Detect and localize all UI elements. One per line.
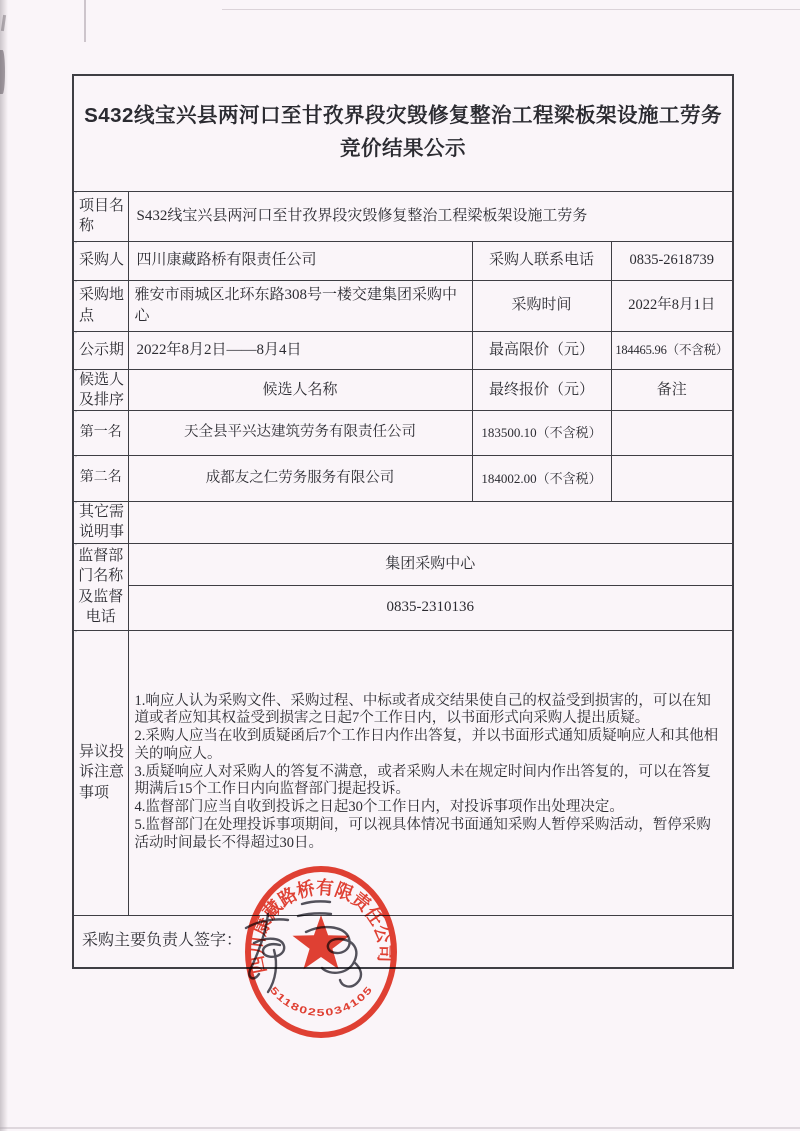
candidate-name-header: 候选人名称: [128, 369, 472, 411]
purchaser-phone-value: 0835-2618739: [611, 241, 733, 280]
seal-number-text: 5118025034105: [267, 985, 374, 1019]
location-value: 雅安市雨城区北环东路308号一楼交建集团采购中心: [128, 280, 472, 331]
objection-items-cell: [128, 630, 733, 915]
row-candidate-second: [73, 456, 733, 502]
other-notes-value: [128, 502, 733, 544]
first-candidate-name: 天全县平兴达建筑劳务有限责任公司: [128, 411, 472, 456]
supervision-label: 监督部门名称及监督电话: [73, 543, 128, 630]
other-notes-label: 其它需说明事: [73, 502, 128, 544]
supervision-phone-value: 0835-2310136: [128, 585, 733, 630]
first-rank-label: 第一名: [73, 411, 128, 456]
project-name-label: 项目名称: [73, 191, 128, 241]
row-title: [73, 75, 733, 191]
scan-top-edge-line: [222, 9, 800, 10]
objection-item-4: 4.监督部门应当自收到投诉之日起30个工作日内，对投诉事项作出处理决定。: [134, 799, 624, 816]
second-candidate-remark: [611, 456, 733, 502]
first-candidate-price: 183500.10（不含税）: [472, 411, 611, 456]
project-name-value: S432线宝兴县两河口至甘孜界段灾毁修复整治工程梁板架设施工劳务: [128, 191, 733, 241]
remark-header: 备注: [611, 369, 733, 411]
signature-label-cell: 采购主要负责人签字：: [73, 915, 733, 968]
second-candidate-price: 184002.00（不含税）: [472, 456, 611, 502]
max-price-label: 最高限价（元）: [472, 331, 611, 369]
purchaser-value: 四川康藏路桥有限责任公司: [128, 241, 472, 280]
scan-edge-notch-artifact: [0, 50, 5, 94]
row-other-notes: [73, 502, 733, 544]
objection-item-2: 2.采购人应当在收到质疑函后7个工作日内作出答复，并以书面形式通知质疑响应人和其他相关的响应人。: [134, 728, 719, 762]
scan-left-edge-shadow: [0, 0, 8, 1131]
purchaser-phone-label: 采购人联系电话: [472, 241, 611, 280]
row-signature: [73, 915, 733, 968]
objection-label: 异议投诉注意事项: [73, 630, 128, 915]
row-purchase-location: [73, 280, 733, 331]
final-price-header: 最终报价（元）: [472, 369, 611, 411]
row-publicity-period: [73, 331, 733, 369]
row-supervision-department: [73, 543, 733, 585]
announcement-title-line2: 竞价结果公示: [340, 137, 466, 161]
paper-crease-artifact: [84, 0, 86, 42]
objection-item-1: 1.响应人认为采购文件、采购过程、中标或者成交结果使自己的权益受到损害的，可以在知道或者应知其权益受到损害之日起7个工作日内，以书面形式向采购人提出质疑。: [134, 692, 711, 727]
purchase-time-value: 2022年8月1日: [611, 280, 733, 331]
row-candidates-header: [73, 369, 733, 411]
second-candidate-name: 成都友之仁劳务服务有限公司: [128, 456, 472, 502]
seal-company-text: 四川康藏路桥有限责任公司: [245, 876, 397, 976]
objection-item-3: 3.质疑响应人对采购人的答复不满意，或者采购人未在规定时间内作出答复的，可以在答复期满后15个工作日内向监督部门提起投诉。: [134, 763, 711, 798]
candidates-label: 候选人及排序: [73, 369, 128, 411]
row-purchaser: [73, 241, 733, 280]
second-rank-label: 第二名: [73, 456, 128, 502]
handwritten-signature: [230, 888, 385, 1003]
announcement-title-cell: [73, 75, 733, 191]
max-price-value: 184465.96（不含税）: [611, 331, 733, 369]
row-candidate-first: [73, 411, 733, 456]
announcement-title-line1: S432线宝兴县两河口至甘孜界段灾毁修复整治工程梁板架设施工劳务: [84, 104, 722, 128]
row-supervision-phone: [73, 585, 733, 630]
purchase-time-label: 采购时间: [472, 280, 611, 331]
announcement-table: [72, 74, 734, 969]
publicity-label: 公示期: [73, 331, 128, 369]
row-objection-notice: [73, 630, 733, 915]
purchaser-label: 采购人: [73, 241, 128, 280]
scan-bottom-edge-line: [0, 1127, 800, 1129]
row-project-name: [73, 191, 733, 241]
publicity-value: 2022年8月2日——8月4日: [128, 331, 472, 369]
location-label: 采购地点: [73, 280, 128, 331]
supervision-department-value: 集团采购中心: [128, 543, 733, 585]
objection-item-5: 5.监督部门在处理投诉事项期间，可以视具体情况书面通知采购人暂停采购活动，暂停采购活动时间最长不得超过30日。: [134, 817, 711, 851]
first-candidate-remark: [611, 411, 733, 456]
